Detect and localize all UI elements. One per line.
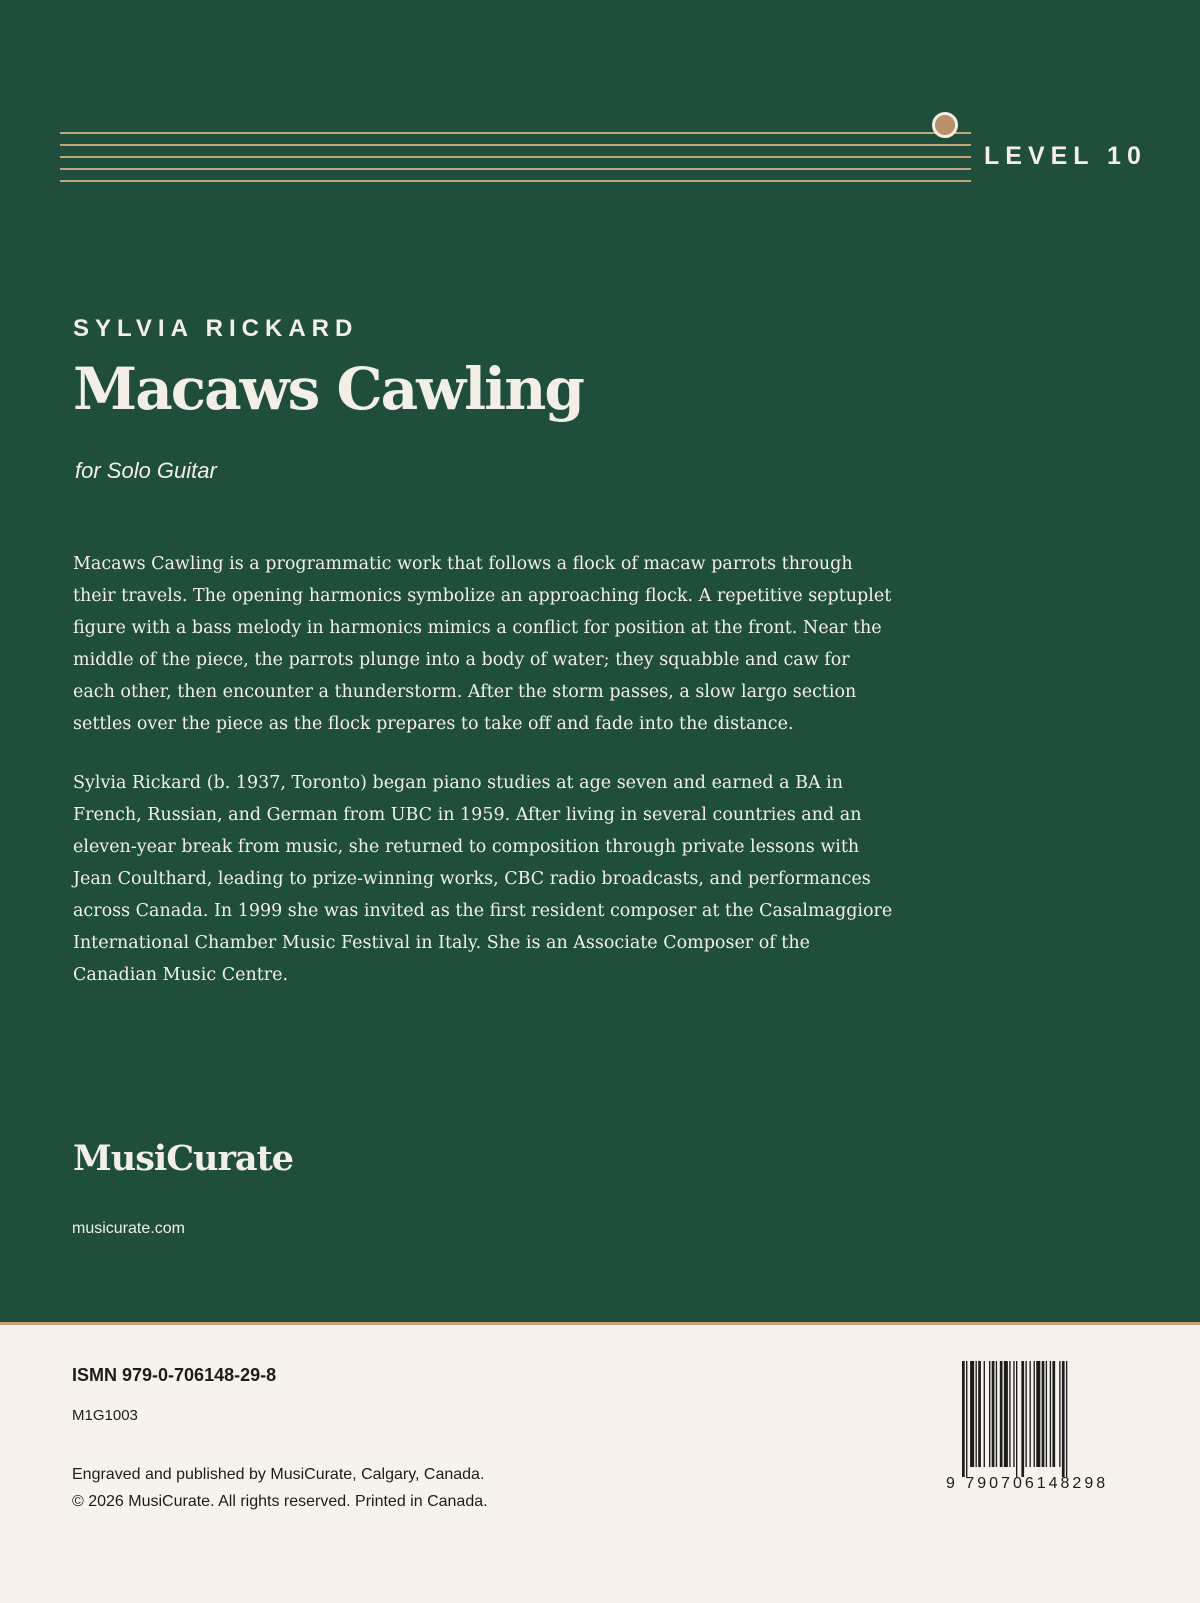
publisher-info [72, 1461, 488, 1515]
composer-name: SYLVIA RICKARD [73, 315, 359, 342]
page-title: Macaws Cawling [73, 355, 583, 423]
staff-line [60, 132, 971, 134]
staff-line [60, 180, 971, 182]
level-label: LEVEL 10 [984, 142, 1147, 170]
catalog-number: M1G1003 [72, 1407, 138, 1424]
note-icon [932, 112, 958, 138]
body-text [73, 548, 893, 1018]
work-description: Macaws Cawling is a programmatic work that follows a flock of macaw parrots through their travels. The opening harmonics symbolize an approaching flock. A repetitive septuplet figure with a bass melody in harmonics mimics a conflict for position at the front. Near the middle of the piece, the parrots plunge into a body of water; they squabble and caw for each other, then encounter a thunderstorm. After the storm passes, a slow largo section settles over the piece as the flock prepares to take off and fade into the distance. [73, 554, 892, 734]
music-staff-graphic [60, 132, 971, 186]
cover-bottom-panel [0, 1322, 1200, 1603]
website-link[interactable]: musicurate.com [72, 1220, 185, 1237]
staff-line [60, 168, 971, 170]
barcode-digits: 9 790706148298 [946, 1475, 1109, 1492]
copyright-line: © 2026 MusiCurate. All rights reserved. Printed in Canada. [72, 1493, 488, 1510]
staff-line [60, 156, 971, 158]
publisher-line: Engraved and published by MusiCurate, Calgary, Canada. [72, 1466, 485, 1483]
staff-line [60, 144, 971, 146]
publisher-logo: MusiCurate [73, 1138, 294, 1179]
instrumentation-subtitle: for Solo Guitar [75, 458, 217, 483]
composer-biography: Sylvia Rickard (b. 1937, Toronto) began piano studies at age seven and earned a BA in French, Russian, and German from UBC in 1959. After living in several countries and an eleven-year break from music, she returned to composition through private lessons with Jean Coulthard, leading to prize-winning works, CBC radio broadcasts, and performances across Canada. In 1999 she was invited as the first resident composer at the Casalmaggiore International Chamber Music Festival in Italy. She is an Associate Composer of the Canadian Music Centre. [73, 773, 893, 985]
ismn-number: ISMN 979-0-706148-29-8 [72, 1365, 277, 1385]
barcode-graphic [962, 1361, 1117, 1477]
